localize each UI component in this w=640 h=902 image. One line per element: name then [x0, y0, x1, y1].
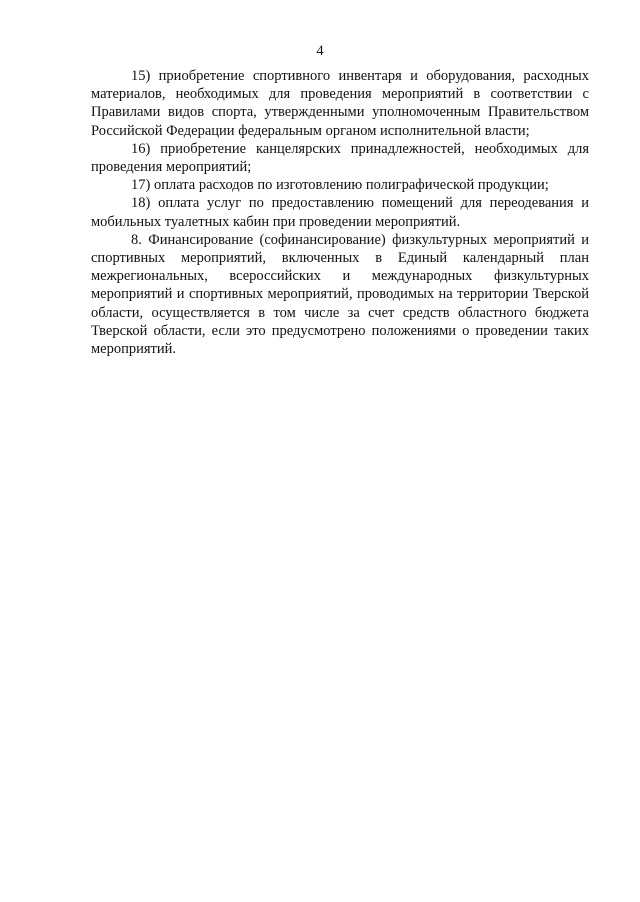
page-number: 4	[316, 43, 324, 59]
paragraph-item-17: 17) оплата расходов по изготовлению полиграфической продукции;	[131, 177, 549, 194]
paragraph-section-8: 8. Финансирование (софинансирование) физкультурных мероприятий и спортивных мероприятий, включенных в Единый календарный план межрегиональных, всероссийских и международных физкультурных мероприятий и спортивных мероприятий, проводимых на территории Тверской области, осуществляется в том числе за счет средств областного бюджета Тверской области, если это предусмотрено положениями о проведении таких мероприятий.	[91, 231, 589, 358]
paragraph-item-16: 16) приобретение канцелярских принадлежностей, необходимых для проведения мероприятий;	[91, 140, 589, 176]
paragraph-item-15: 15) приобретение спортивного инвентаря и оборудования, расходных материалов, необходимых для проведения мероприятий в соответствии с Правилами видов спорта, утвержденными уполномоченным Правительством Российской Федерации федеральным органом исполнительной власти;	[91, 68, 589, 139]
document-body	[91, 67, 589, 358]
paragraph-item-18: 18) оплата услуг по предоставлению помещений для переодевания и мобильных туалетных кабин при проведении мероприятий.	[91, 195, 589, 230]
